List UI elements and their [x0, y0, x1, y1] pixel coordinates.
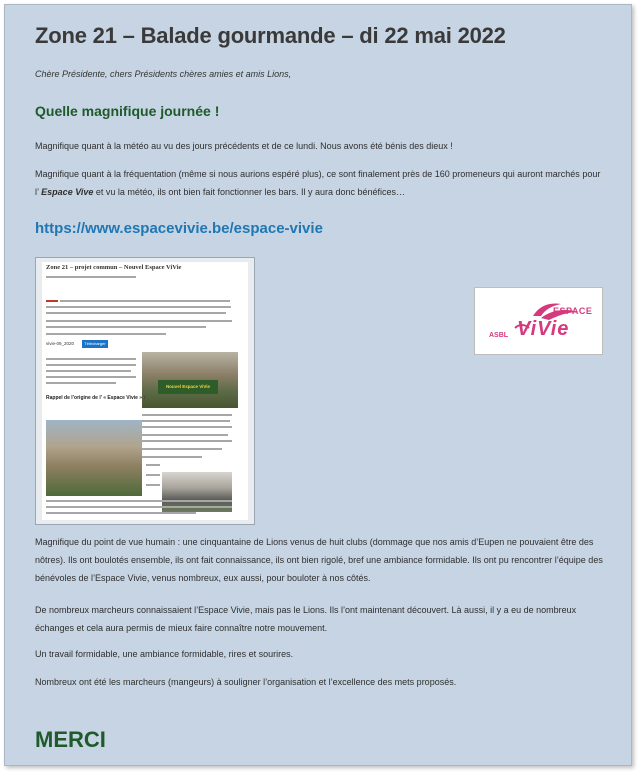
text-line — [142, 456, 202, 458]
text-line — [146, 474, 160, 476]
espace-vive-emphasis: Espace Vive — [41, 187, 94, 197]
espace-vivie-house-photo — [142, 352, 238, 408]
download-button[interactable]: Télécharger — [82, 340, 108, 348]
section-heading: Quelle magnifique journée ! — [35, 103, 220, 119]
closing-merci: MERCI — [35, 727, 106, 752]
text-line — [46, 358, 136, 360]
logo-asbl-text: ASBL — [489, 332, 509, 339]
text-line — [46, 382, 116, 384]
article-title: Zone 21 – projet commun – Nouvel Espace ViVie — [46, 264, 182, 271]
paragraph-weather: Magnifique quant à la météo au vu des jours précédents et de ce lundi. Nous avons été bénis des dieux ! — [35, 141, 453, 151]
text-line — [46, 500, 232, 502]
espace-vivie-logo — [474, 287, 603, 355]
paragraph-attendance — [35, 165, 603, 201]
paragraph-attendance-end: et vu la météo, ils ont bien fait fonctionner les bars. Il y aura donc bénéfices… — [93, 187, 406, 197]
espace-vivie-sign: Nouvel Espace ViVie — [158, 380, 218, 394]
espace-vivie-link[interactable]: https://www.espacevivie.be/espace-vivie — [35, 220, 323, 237]
paragraph-attendance-start: Magnifique quant à la fréquentation (même si nous aurions espéré plus), ce sont finalement près de 160 promeneurs qui auront marchés pour l’ — [35, 169, 601, 197]
meta-line — [46, 276, 136, 278]
logo-brand-text: ViVie — [517, 318, 570, 340]
download-file-label: vivie-09_2020 — [46, 341, 75, 346]
text-line — [142, 426, 232, 428]
text-line — [46, 506, 232, 508]
text-line — [46, 376, 136, 378]
paragraph-work: Un travail formidable, une ambiance formidable, rires et sourires. — [35, 649, 294, 659]
text-line — [46, 306, 231, 308]
text-line — [46, 326, 206, 328]
article-section-heading: Rappel de l’origine de l’ « Espace Vivie » : — [46, 395, 146, 401]
text-line — [142, 414, 232, 416]
text-line — [60, 300, 230, 302]
text-line — [46, 333, 166, 335]
text-line — [46, 370, 131, 372]
text-line — [142, 440, 232, 442]
text-line — [146, 464, 160, 466]
text-line — [146, 484, 160, 486]
article-page — [42, 262, 248, 520]
logo-espace-text: ESPACE — [553, 306, 593, 316]
text-line — [142, 448, 222, 450]
paragraph-human: Magnifique du point de vue humain : une cinquantaine de Lions venus de huit clubs (dommage que nos amis d’Eupen ne pouvaient être des nôtres). Ils ont boulotés ensemble, ils ont fait connaissance, ils ont bien rigolé, bref une ambiance formidable. Ils ont pu rencontrer l’équipe des bénévoles de l’Espace Vivie, venus nombreux, eux aussi, pour bouloter à nos côtés. — [35, 537, 603, 583]
salutation: Chère Présidente, chers Présidents chères amies et amis Lions, — [35, 69, 292, 79]
text-line — [142, 420, 230, 422]
paragraph-organisation: Nombreux ont été les marcheurs (mangeurs) à souligner l’organisation et l’excellence des mets proposés. — [35, 677, 457, 687]
text-line — [46, 300, 58, 302]
espace-vivie-building-photo — [46, 420, 142, 496]
page-title: Zone 21 – Balade gourmande – di 22 mai 2022 — [35, 23, 506, 48]
article-screenshot — [35, 257, 255, 525]
text-line — [46, 512, 196, 514]
document-page — [4, 4, 632, 766]
paragraph-walkers: De nombreux marcheurs connaissaient l’Espace Vivie, mais pas le Lions. Ils l’ont maintenant découvert. Là aussi, il y a eu de nombreux échanges et cela aura permis de mieux faire connaître notre mouvement. — [35, 605, 577, 633]
text-line — [46, 364, 136, 366]
text-line — [46, 320, 232, 322]
text-line — [46, 312, 226, 314]
text-line — [142, 434, 228, 436]
